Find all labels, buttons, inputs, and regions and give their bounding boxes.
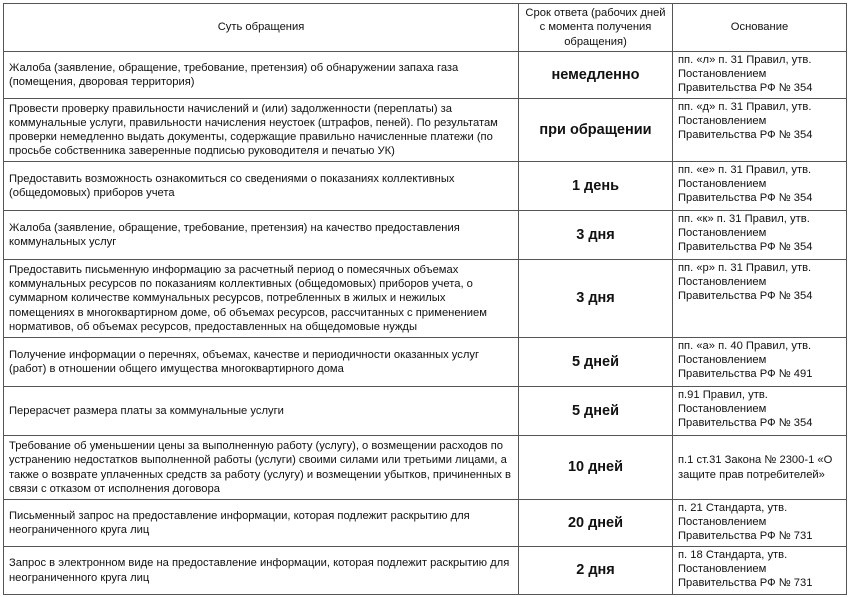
table-row xyxy=(4,52,847,99)
subject-cell: Перерасчет размера платы за коммунальные услуги xyxy=(4,387,519,436)
term-cell: 2 дня xyxy=(519,547,673,595)
subject-cell: Жалоба (заявление, обращение, требование, претензия) об обнаружении запаха газа (помещения, дворовая территория) xyxy=(4,52,519,99)
basis-cell: п. 21 Стандарта, утв. Постановлением Правительства РФ № 731 xyxy=(673,500,847,547)
table-row xyxy=(4,387,847,436)
basis-cell: пп. «а» п. 40 Правил, утв. Постановлением Правительства РФ № 491 xyxy=(673,338,847,387)
table-row xyxy=(4,338,847,387)
header-basis: Основание xyxy=(673,4,847,52)
table-row xyxy=(4,500,847,547)
term-cell: 20 дней xyxy=(519,500,673,547)
term-cell: 3 дня xyxy=(519,211,673,260)
term-cell: 3 дня xyxy=(519,260,673,338)
subject-cell: Жалоба (заявление, обращение, требование, претензия) на качество предоставления коммунальных услуг xyxy=(4,211,519,260)
term-cell: немедленно xyxy=(519,52,673,99)
header-term: Срок ответа (рабочих дней с момента получения обращения) xyxy=(519,4,673,52)
table-row xyxy=(4,211,847,260)
basis-cell: пп. «л» п. 31 Правил, утв. Постановлением Правительства РФ № 354 xyxy=(673,52,847,99)
header-subject: Суть обращения xyxy=(4,4,519,52)
table-row xyxy=(4,99,847,162)
table-row xyxy=(4,436,847,500)
basis-cell: пп. «к» п. 31 Правил, утв. Постановлением Правительства РФ № 354 xyxy=(673,211,847,260)
subject-cell: Требование об уменьшении цены за выполненную работу (услугу), о возмещении расходов по устранению недостатков выполненной работы (услуги) своими силами или третьими лицами, а также о возврате уплаченных средств за работу (услугу) и возмещении убытков, причиненных в связи с отказом от исполнения договора xyxy=(4,436,519,500)
subject-cell: Предоставить письменную информацию за расчетный период о помесячных объемах коммунальных ресурсов по показаниям коллективных (общедомовых) приборов учета, о суммарном количестве коммунальных ресурсов, потребленных в жилых и нежилых помещениях в многоквартирном доме, об объемах ресурсов, рассчитанных с применением нормативов, об объемах ресурсов, предоставленных на общедомовые нужды xyxy=(4,260,519,338)
basis-cell: пп. «р» п. 31 Правил, утв. Постановлением Правительства РФ № 354 xyxy=(673,260,847,338)
term-cell: 10 дней xyxy=(519,436,673,500)
table-header-row xyxy=(4,4,847,52)
subject-cell: Провести проверку правильности начислений и (или) задолженности (переплаты) за коммунальные услуги, правильности начисления неустоек (штрафов, пеней). По результатам проверки немедленно выдать документы, содержащие правильно начисленные платежи (по просьбе собственника заверенные подписью руководителя и печатью УК) xyxy=(4,99,519,162)
subject-cell: Получение информации о перечнях, объемах, качестве и периодичности оказанных услуг (работ) в отношении общего имущества многоквартирного дома xyxy=(4,338,519,387)
table-row xyxy=(4,162,847,211)
request-terms-table xyxy=(3,3,847,595)
term-cell: 5 дней xyxy=(519,387,673,436)
term-cell: 1 день xyxy=(519,162,673,211)
term-cell: при обращении xyxy=(519,99,673,162)
table-row xyxy=(4,547,847,595)
table-row xyxy=(4,260,847,338)
term-cell: 5 дней xyxy=(519,338,673,387)
subject-cell: Запрос в электронном виде на предоставление информации, которая подлежит раскрытию для неограниченного круга лиц xyxy=(4,547,519,595)
basis-cell: пп. «е» п. 31 Правил, утв. Постановлением Правительства РФ № 354 xyxy=(673,162,847,211)
subject-cell: Предоставить возможность ознакомиться со сведениями о показаниях коллективных (общедомовых) приборов учета xyxy=(4,162,519,211)
basis-cell: пп. «д» п. 31 Правил, утв. Постановлением Правительства РФ № 354 xyxy=(673,99,847,162)
basis-cell: п. 18 Стандарта, утв. Постановлением Правительства РФ № 731 xyxy=(673,547,847,595)
basis-cell: п.91 Правил, утв. Постановлением Правительства РФ № 354 xyxy=(673,387,847,436)
basis-cell: п.1 ст.31 Закона № 2300-1 «О защите прав потребителей» xyxy=(673,436,847,500)
subject-cell: Письменный запрос на предоставление информации, которая подлежит раскрытию для неограниченного круга лиц xyxy=(4,500,519,547)
